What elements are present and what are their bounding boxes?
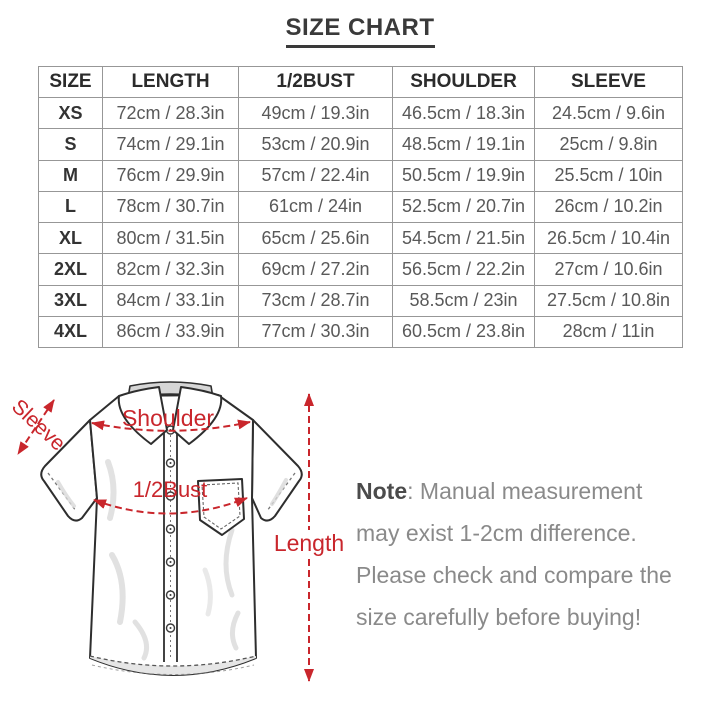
table-cell: 49cm / 19.3in	[239, 98, 393, 129]
length-label: Length	[273, 530, 345, 556]
note-text	[356, 470, 678, 638]
table-cell: 53cm / 20.9in	[239, 129, 393, 160]
table-cell: 73cm / 28.7in	[239, 285, 393, 316]
table-cell: 80cm / 31.5in	[103, 223, 239, 254]
table-row	[39, 160, 683, 191]
table-cell: XS	[39, 98, 103, 129]
header-cell-sleeve: SLEEVE	[535, 67, 683, 98]
header-cell-bust: 1/2BUST	[239, 67, 393, 98]
page-title: SIZE CHART	[286, 14, 435, 48]
header-cell-size: SIZE	[39, 67, 103, 98]
table-cell: 76cm / 29.9in	[103, 160, 239, 191]
table-cell: XL	[39, 223, 103, 254]
table-cell: 69cm / 27.2in	[239, 254, 393, 285]
table-cell: 77cm / 30.3in	[239, 316, 393, 347]
table-cell: 3XL	[39, 285, 103, 316]
table-cell: S	[39, 129, 103, 160]
size-table	[38, 66, 683, 348]
table-cell: 28cm / 11in	[535, 316, 683, 347]
table-cell: 26.5cm / 10.4in	[535, 223, 683, 254]
table-cell: 82cm / 32.3in	[103, 254, 239, 285]
table-row	[39, 223, 683, 254]
table-cell: 72cm / 28.3in	[103, 98, 239, 129]
header-cell-length: LENGTH	[103, 67, 239, 98]
note-body: : Manual measurement may exist 1-2cm difference. Please check and compare the size carefully before buying!	[356, 478, 672, 630]
table-row	[39, 316, 683, 347]
table-row	[39, 98, 683, 129]
table-cell: L	[39, 191, 103, 222]
bust-label: 1/2Bust	[132, 477, 208, 502]
table-cell: 24.5cm / 9.6in	[535, 98, 683, 129]
table-cell: 65cm / 25.6in	[239, 223, 393, 254]
table-header-row	[39, 67, 683, 98]
table-cell: 46.5cm / 18.3in	[393, 98, 535, 129]
table-cell: 54.5cm / 21.5in	[393, 223, 535, 254]
table-cell: M	[39, 160, 103, 191]
header-cell-shoulder: SHOULDER	[393, 67, 535, 98]
table-cell: 50.5cm / 19.9in	[393, 160, 535, 191]
table-row	[39, 254, 683, 285]
shoulder-label: Shoulder	[121, 405, 215, 431]
table-cell: 26cm / 10.2in	[535, 191, 683, 222]
table-cell: 25cm / 9.8in	[535, 129, 683, 160]
table-cell: 61cm / 24in	[239, 191, 393, 222]
table-cell: 78cm / 30.7in	[103, 191, 239, 222]
table-cell: 58.5cm / 23in	[393, 285, 535, 316]
table-cell: 74cm / 29.1in	[103, 129, 239, 160]
shirt-diagram	[0, 370, 350, 715]
table-cell: 84cm / 33.1in	[103, 285, 239, 316]
title-wrap	[0, 14, 720, 48]
table-row	[39, 129, 683, 160]
table-cell: 2XL	[39, 254, 103, 285]
table-row	[39, 191, 683, 222]
table-cell: 27cm / 10.6in	[535, 254, 683, 285]
table-cell: 52.5cm / 20.7in	[393, 191, 535, 222]
table-cell: 25.5cm / 10in	[535, 160, 683, 191]
table-cell: 56.5cm / 22.2in	[393, 254, 535, 285]
table-row	[39, 285, 683, 316]
note-prefix: Note	[356, 478, 408, 504]
sleeve-label: Sleeve	[7, 394, 70, 456]
table-cell: 57cm / 22.4in	[239, 160, 393, 191]
table-cell: 4XL	[39, 316, 103, 347]
table-cell: 86cm / 33.9in	[103, 316, 239, 347]
table-cell: 27.5cm / 10.8in	[535, 285, 683, 316]
table-cell: 60.5cm / 23.8in	[393, 316, 535, 347]
table-cell: 48.5cm / 19.1in	[393, 129, 535, 160]
